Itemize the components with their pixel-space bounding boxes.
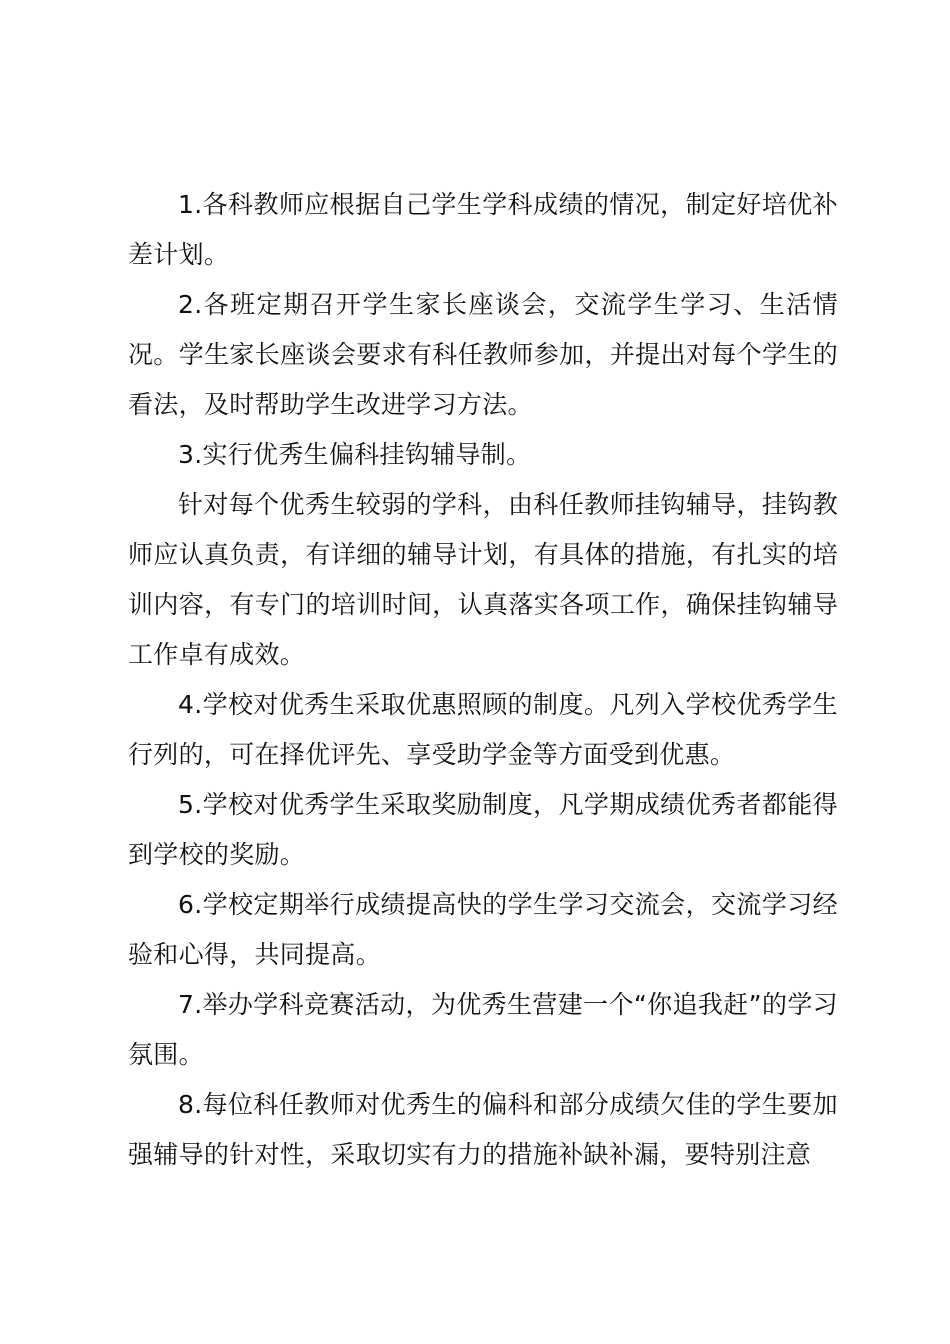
paragraph-3: 3.实行优秀生偏科挂钩辅导制。 bbox=[178, 440, 532, 469]
paragraph-1: 1.各科教师应根据自己学生学科成绩的情况，制定好培优补差计划。 bbox=[128, 190, 838, 269]
paragraph-5: 4.学校对优秀生采取优惠照顾的制度。凡列入学校优秀学生行列的，可在择优评先、享受助学金等方面受到优惠。 bbox=[128, 690, 838, 769]
paragraph-6: 5.学校对优秀学生采取奖励制度，凡学期成绩优秀者都能得到学校的奖励。 bbox=[128, 790, 838, 869]
paragraph-8: 7.举办学科竞赛活动，为优秀生营建一个“你追我赶”的学习氛围。 bbox=[128, 990, 838, 1069]
paragraph-9: 8.每位科任教师对优秀生的偏科和部分成绩欠佳的学生要加强辅导的针对性，采取切实有力的措施补缺补漏，要特别注意 bbox=[128, 1090, 838, 1169]
paragraph-4: 针对每个优秀生较弱的学科，由科任教师挂钩辅导，挂钩教师应认真负责，有详细的辅导计划，有具体的措施，有扎实的培训内容，有专门的培训时间，认真落实各项工作，确保挂钩辅导工作卓有成效。 bbox=[128, 490, 838, 669]
document-body bbox=[128, 180, 838, 1180]
paragraph-2: 2.各班定期召开学生家长座谈会，交流学生学习、生活情况。学生家长座谈会要求有科任教师参加，并提出对每个学生的看法，及时帮助学生改进学习方法。 bbox=[128, 290, 838, 419]
paragraph-7: 6.学校定期举行成绩提高快的学生学习交流会，交流学习经验和心得，共同提高。 bbox=[128, 890, 838, 969]
